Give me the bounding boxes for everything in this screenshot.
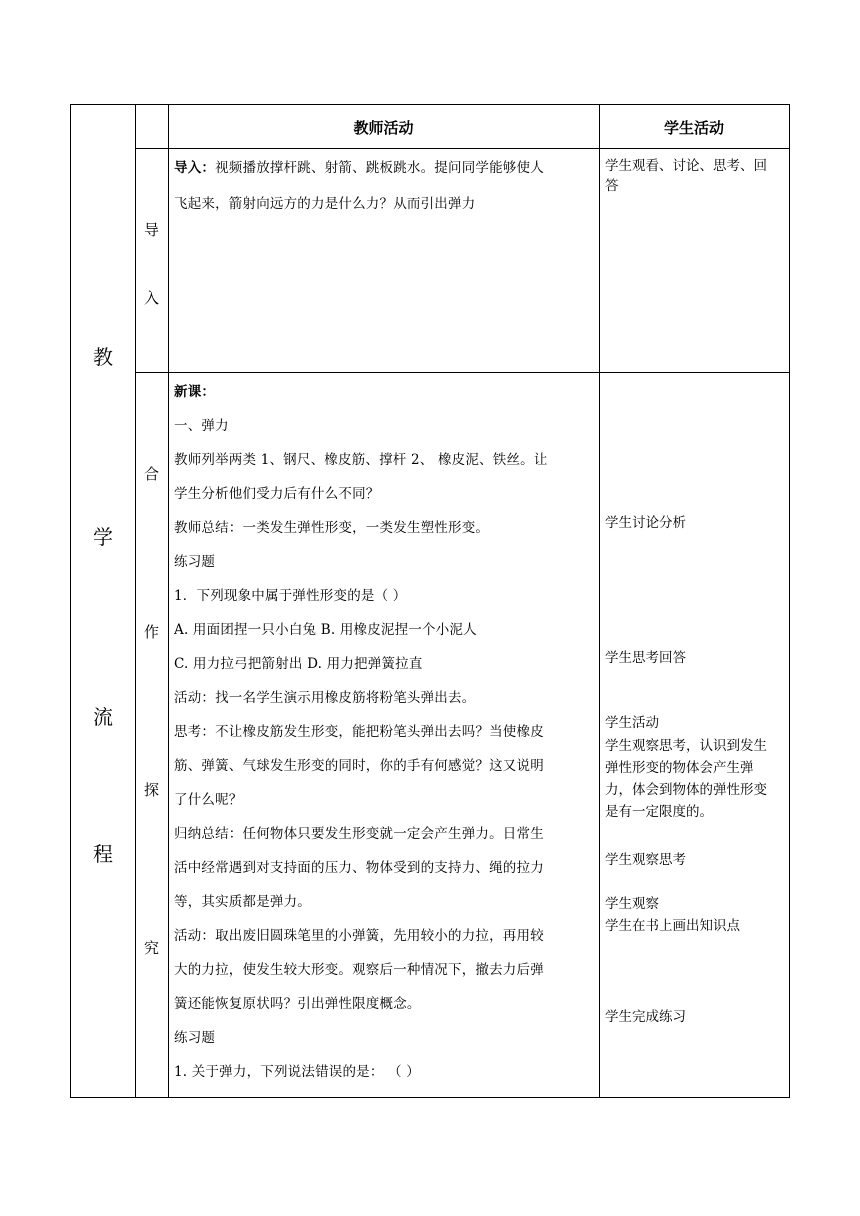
teacher-line: C. 用力拉弓把箭射出 D. 用力把弹簧拉直 — [174, 656, 423, 672]
student-line: 学生完成练习 — [605, 1009, 686, 1025]
teacher-line: 新课： — [174, 384, 216, 400]
section-label-char: 导 — [144, 221, 160, 239]
intro-student-cell — [599, 148, 789, 372]
section-label-char: 入 — [144, 289, 160, 307]
teacher-line: A. 用面团捏一只小白兔 B. 用橡皮泥捏一个小泥人 — [174, 622, 477, 638]
student-line: 是有一定限度的。 — [605, 804, 713, 820]
section-label-char: 究 — [144, 939, 160, 957]
teacher-line: 一、弹力 — [174, 418, 229, 434]
teacher-line: 活动：找一名学生演示用橡皮筋将粉笔头弹出去。 — [174, 690, 476, 706]
teacher-line: 练习题 — [174, 1030, 216, 1046]
section-label-char: 作 — [144, 623, 160, 641]
teacher-line: 归纳总结：任何物体只要发生形变就一定会产生弹力。日常生 — [174, 826, 544, 842]
explore-student-cell — [599, 372, 789, 1099]
teacher-line: 学生分析他们受力后有什么不同？ — [174, 486, 380, 502]
teacher-line: 导入：视频播放撑杆跳、射箭、跳板跳水。提问同学能够使人 — [174, 160, 544, 176]
student-activity-header: 学生活动 — [663, 119, 724, 137]
student-line: 学生在书上画出知识点 — [605, 918, 740, 934]
student-line: 学生讨论分析 — [605, 515, 686, 531]
lesson-table — [70, 104, 790, 1098]
student-line: 学生思考回答 — [605, 650, 686, 666]
teacher-line: 活动：取出废旧圆珠笔里的小弹簧，先用较小的力拉，再用较 — [174, 928, 544, 944]
teacher-line: 1. 关于弹力，下列说法错误的是： （ ） — [174, 1064, 420, 1080]
column-divider — [135, 105, 136, 1097]
student-line: 力，体会到物体的弹性形变 — [605, 782, 767, 798]
student-line: 学生观看、讨论、思考、回 — [605, 158, 767, 174]
student-line: 学生观察思考，认识到发生 — [605, 738, 767, 754]
teacher-line: 了什么呢？ — [174, 792, 243, 808]
process-label-char: 流 — [93, 705, 113, 729]
student-line: 弹性形变的物体会产生弹 — [605, 760, 754, 776]
section-label-char: 探 — [144, 781, 160, 799]
section-label-char: 合 — [144, 465, 160, 483]
explore-teacher-cell — [168, 372, 599, 1099]
teacher-line: 大的力拉，使发生较大形变。观察后一种情况下，撤去力后弹 — [174, 962, 544, 978]
process-label-char: 程 — [93, 842, 113, 866]
student-line: 答 — [605, 178, 619, 194]
intro-teacher-cell — [168, 148, 599, 372]
student-line: 学生观察 — [605, 896, 659, 912]
teacher-line: 等，其实质都是弹力。 — [174, 894, 311, 910]
teacher-activity-header: 教师活动 — [353, 119, 414, 137]
teacher-line: 教师总结：一类发生弹性形变，一类发生塑性形变。 — [174, 520, 490, 536]
teacher-line: 思考：不让橡皮筋发生形变，能把粉笔头弹出去吗？当使橡皮 — [174, 724, 544, 740]
teacher-line: 教师列举两类 1、钢尺、橡皮筋、撑杆 2、 橡皮泥、铁丝。让 — [174, 452, 548, 468]
student-line: 学生活动 — [605, 715, 659, 731]
teacher-line: 飞起来，箭射向远方的力是什么力？从而引出弹力 — [174, 196, 476, 212]
student-line: 学生观察思考 — [605, 852, 686, 868]
process-label-char: 教 — [93, 345, 113, 369]
teacher-line: 1．下列现象中属于弹性形变的是（ ） — [174, 588, 407, 604]
teacher-line: 练习题 — [174, 554, 216, 570]
process-label-char: 学 — [93, 525, 113, 549]
teacher-line: 筋、弹簧、气球发生形变的同时，你的手有何感觉？这又说明 — [174, 758, 544, 774]
teacher-line: 簧还能恢复原状吗？引出弹性限度概念。 — [174, 996, 421, 1012]
teacher-line: 活中经常遇到对支持面的压力、物体受到的支持力、绳的拉力 — [174, 860, 544, 876]
